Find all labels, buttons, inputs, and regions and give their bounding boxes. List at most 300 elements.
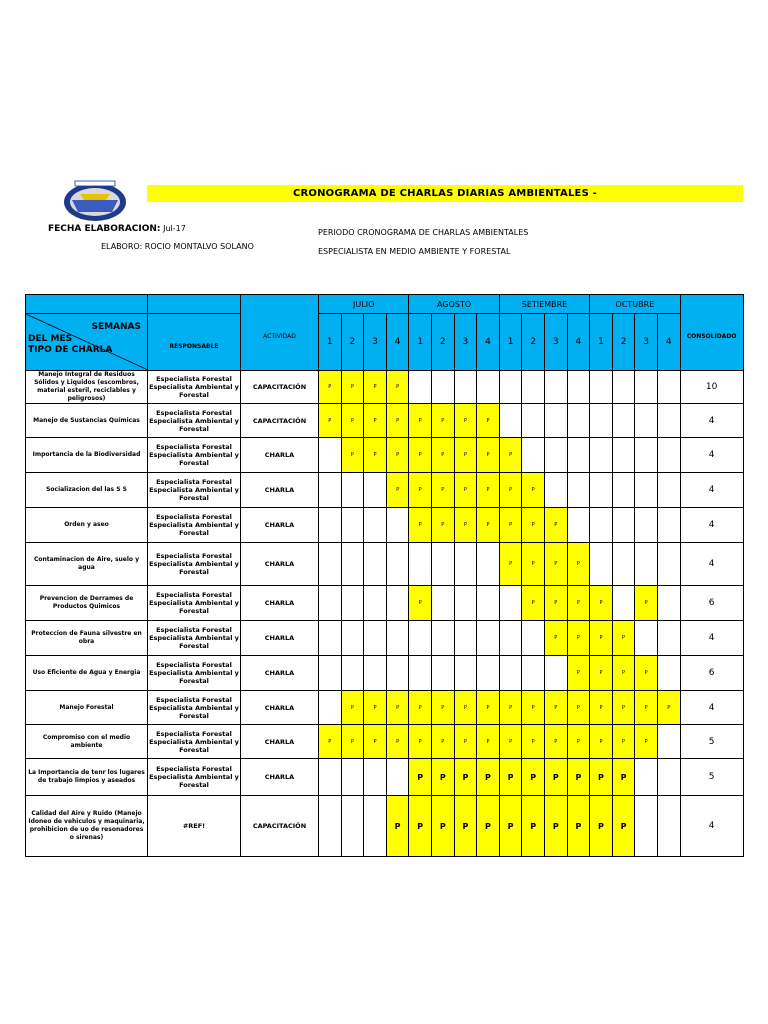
week-cell <box>635 438 658 473</box>
week-cell <box>454 656 477 691</box>
table-row <box>26 621 744 656</box>
week-cell <box>364 621 387 656</box>
consolidado-cell: 4 <box>680 691 743 725</box>
week-header: 4 <box>657 314 680 371</box>
actividad-cell: CHARLA <box>241 508 319 543</box>
scheduled-week-cell: P <box>522 691 545 725</box>
topic-cell: Socializacion del las S S <box>26 473 148 508</box>
week-cell <box>454 371 477 404</box>
scheduled-week-cell: P <box>544 586 567 621</box>
week-cell <box>341 656 364 691</box>
scheduled-week-cell: P <box>386 438 409 473</box>
week-header: 3 <box>635 314 658 371</box>
week-cell <box>477 586 500 621</box>
week-cell <box>612 371 635 404</box>
table-row <box>26 656 744 691</box>
scheduled-week-cell: P <box>657 691 680 725</box>
week-cell <box>657 656 680 691</box>
tipo-charla-label: TIPO DE CHARLA <box>28 345 113 355</box>
month-setiembre: SETIEMBRE <box>499 295 589 314</box>
week-cell <box>657 543 680 586</box>
week-cell <box>499 371 522 404</box>
table-row <box>26 508 744 543</box>
semanas-label: SEMANAS <box>91 322 141 332</box>
consolidado-cell: 4 <box>680 508 743 543</box>
actividad-cell: CHARLA <box>241 656 319 691</box>
week-cell <box>635 371 658 404</box>
scheduled-week-cell: P <box>499 543 522 586</box>
actividad-cell: CHARLA <box>241 473 319 508</box>
week-cell <box>567 371 590 404</box>
scheduled-week-cell: P <box>544 508 567 543</box>
week-cell <box>567 508 590 543</box>
week-cell <box>544 404 567 438</box>
responsable-cell: Especialista Forestal Especialista Ambiental y Forestal <box>148 586 241 621</box>
scheduled-week-cell: P <box>386 473 409 508</box>
week-cell <box>386 759 409 796</box>
scheduled-week-cell: P <box>341 404 364 438</box>
week-cell <box>431 656 454 691</box>
week-cell <box>341 759 364 796</box>
topic-cell: Contaminacion de Aire, suelo y agua <box>26 543 148 586</box>
week-cell <box>341 543 364 586</box>
week-cell <box>319 656 342 691</box>
scheduled-week-cell: P <box>544 691 567 725</box>
fecha-value: Jul-17 <box>163 224 186 233</box>
scheduled-week-cell: P <box>477 508 500 543</box>
week-cell <box>544 438 567 473</box>
week-header: 1 <box>590 314 613 371</box>
scheduled-week-cell: P <box>431 404 454 438</box>
actividad-cell: CHARLA <box>241 759 319 796</box>
week-cell <box>522 438 545 473</box>
week-cell <box>431 371 454 404</box>
scheduled-week-cell: P <box>431 725 454 759</box>
week-cell <box>386 508 409 543</box>
topic-cell: Uso Eficiente de Agua y Energia <box>26 656 148 691</box>
scheduled-week-cell: P <box>612 691 635 725</box>
week-cell <box>590 473 613 508</box>
week-cell <box>544 473 567 508</box>
scheduled-week-cell: P <box>454 725 477 759</box>
week-cell <box>657 438 680 473</box>
week-cell <box>454 586 477 621</box>
responsable-cell: Especialista Forestal Especialista Ambiental y Forestal <box>148 621 241 656</box>
scheduled-week-cell: P <box>431 508 454 543</box>
week-cell <box>657 759 680 796</box>
scheduled-week-cell: P <box>454 759 477 796</box>
topic-cell: Calidad del Aire y Ruido (Manejo Idoneo de vehiculos y maquinaria, prohibicion de uo de resonadores o sirenas) <box>26 796 148 857</box>
consolidado-cell: 4 <box>680 438 743 473</box>
week-cell <box>409 656 432 691</box>
scheduled-week-cell: P <box>477 796 500 857</box>
week-cell <box>635 404 658 438</box>
page-title: CRONOGRAMA DE CHARLAS DIARIAS AMBIENTALES - <box>147 185 743 202</box>
table-row <box>26 796 744 857</box>
scheduled-week-cell: P <box>590 656 613 691</box>
actividad-cell: CAPACITACIÓN <box>241 404 319 438</box>
elaboro-value: ROCIO MONTALVO SOLANO <box>144 242 254 251</box>
scheduled-week-cell: P <box>454 404 477 438</box>
week-cell <box>341 508 364 543</box>
week-cell <box>635 543 658 586</box>
scheduled-week-cell: P <box>341 438 364 473</box>
responsable-cell: Especialista Forestal Especialista Ambiental y Forestal <box>148 725 241 759</box>
week-cell <box>319 473 342 508</box>
responsable-cell: Especialista Forestal Especialista Ambiental y Forestal <box>148 691 241 725</box>
elaboro <box>101 242 254 251</box>
scheduled-week-cell: P <box>409 796 432 857</box>
scheduled-week-cell: P <box>477 473 500 508</box>
week-cell <box>341 796 364 857</box>
scheduled-week-cell: P <box>590 586 613 621</box>
week-cell <box>431 586 454 621</box>
topic-cell: Orden y aseo <box>26 508 148 543</box>
week-cell <box>657 586 680 621</box>
scheduled-week-cell: P <box>409 725 432 759</box>
week-cell <box>364 508 387 543</box>
week-cell <box>499 404 522 438</box>
header-resp-top <box>148 295 241 314</box>
week-cell <box>499 586 522 621</box>
week-cell <box>612 543 635 586</box>
scheduled-week-cell: P <box>477 725 500 759</box>
consolidado-cell: 4 <box>680 543 743 586</box>
scheduled-week-cell: P <box>567 759 590 796</box>
consolidado-cell: 5 <box>680 759 743 796</box>
consolidado-cell: 4 <box>680 621 743 656</box>
week-cell <box>431 543 454 586</box>
week-cell <box>657 725 680 759</box>
responsable-cell: Especialista Forestal Especialista Ambiental y Forestal <box>148 656 241 691</box>
scheduled-week-cell: P <box>319 404 342 438</box>
scheduled-week-cell: P <box>612 621 635 656</box>
scheduled-week-cell: P <box>522 508 545 543</box>
scheduled-week-cell: P <box>341 691 364 725</box>
week-cell <box>409 371 432 404</box>
header-actividad <box>241 295 319 371</box>
week-cell <box>567 404 590 438</box>
responsable-cell: Especialista Forestal Especialista Ambiental y Forestal <box>148 371 241 404</box>
scheduled-week-cell: P <box>590 759 613 796</box>
scheduled-week-cell: P <box>522 725 545 759</box>
scheduled-week-cell: P <box>364 438 387 473</box>
scheduled-week-cell: P <box>567 543 590 586</box>
actividad-cell: CHARLA <box>241 438 319 473</box>
scheduled-week-cell: P <box>454 691 477 725</box>
month-octubre: OCTUBRE <box>590 295 680 314</box>
fecha-elaboracion <box>48 224 186 234</box>
scheduled-week-cell: P <box>454 796 477 857</box>
week-header: 3 <box>364 314 387 371</box>
week-cell <box>499 621 522 656</box>
scheduled-week-cell: P <box>544 543 567 586</box>
consolidado-cell: 4 <box>680 404 743 438</box>
week-cell <box>590 371 613 404</box>
week-cell <box>657 371 680 404</box>
scheduled-week-cell: P <box>612 725 635 759</box>
scheduled-week-cell: P <box>364 404 387 438</box>
responsable-cell: Especialista Forestal Especialista Ambiental y Forestal <box>148 759 241 796</box>
week-cell <box>635 759 658 796</box>
scheduled-week-cell: P <box>544 725 567 759</box>
table-row <box>26 438 744 473</box>
week-cell <box>364 796 387 857</box>
week-header: 1 <box>499 314 522 371</box>
scheduled-week-cell: P <box>454 438 477 473</box>
week-cell <box>319 438 342 473</box>
scheduled-week-cell: P <box>386 404 409 438</box>
week-cell <box>522 621 545 656</box>
week-cell <box>522 404 545 438</box>
week-cell <box>319 508 342 543</box>
del-mes-label: DEL MES <box>28 334 73 344</box>
week-header: 1 <box>409 314 432 371</box>
week-cell <box>364 473 387 508</box>
scheduled-week-cell: P <box>409 473 432 508</box>
scheduled-week-cell: P <box>431 796 454 857</box>
table-row <box>26 691 744 725</box>
consolidado-cell: 5 <box>680 725 743 759</box>
elaboro-label: ELABORO: <box>101 242 143 251</box>
scheduled-week-cell: P <box>590 621 613 656</box>
scheduled-week-cell: P <box>409 438 432 473</box>
scheduled-week-cell: P <box>409 404 432 438</box>
week-cell <box>635 621 658 656</box>
week-cell <box>319 691 342 725</box>
scheduled-week-cell: P <box>522 473 545 508</box>
week-header: 3 <box>454 314 477 371</box>
scheduled-week-cell: P <box>431 759 454 796</box>
fecha-label: FECHA ELABORACION: <box>48 224 161 234</box>
week-cell <box>477 656 500 691</box>
scheduled-week-cell: P <box>386 725 409 759</box>
scheduled-week-cell: P <box>431 691 454 725</box>
week-header: 1 <box>319 314 342 371</box>
table-row <box>26 759 744 796</box>
week-cell <box>657 621 680 656</box>
week-cell <box>319 543 342 586</box>
scheduled-week-cell: P <box>341 725 364 759</box>
week-cell <box>454 543 477 586</box>
week-cell <box>590 508 613 543</box>
topic-cell: La Importancia de tenr los lugares de trabajo limpios y aseados <box>26 759 148 796</box>
scheduled-week-cell: P <box>522 586 545 621</box>
scheduled-week-cell: P <box>567 586 590 621</box>
week-header: 3 <box>544 314 567 371</box>
week-cell <box>635 796 658 857</box>
scheduled-week-cell: P <box>454 473 477 508</box>
scheduled-week-cell: P <box>567 725 590 759</box>
week-cell <box>409 621 432 656</box>
week-cell <box>364 586 387 621</box>
week-header: 4 <box>567 314 590 371</box>
week-cell <box>657 508 680 543</box>
responsable-cell: Especialista Forestal Especialista Ambiental y Forestal <box>148 404 241 438</box>
consolidado-label: CONSOLIDADO <box>686 333 737 340</box>
scheduled-week-cell: P <box>567 796 590 857</box>
scheduled-week-cell: P <box>590 691 613 725</box>
week-cell <box>341 473 364 508</box>
scheduled-week-cell: P <box>612 656 635 691</box>
header-topic-top <box>26 295 148 314</box>
week-cell <box>657 404 680 438</box>
consolidado-cell: 10 <box>680 371 743 404</box>
actividad-cell: CAPACITACIÓN <box>241 796 319 857</box>
topic-cell: Manejo de Sustancias Químicas <box>26 404 148 438</box>
topic-cell: Prevencion de Derrames de Productos Quimicos <box>26 586 148 621</box>
header-consolidado <box>680 295 743 371</box>
scheduled-week-cell: P <box>544 621 567 656</box>
actividad-cell: CHARLA <box>241 586 319 621</box>
consolidado-cell: 6 <box>680 586 743 621</box>
scheduled-week-cell: P <box>364 371 387 404</box>
week-cell <box>499 656 522 691</box>
scheduled-week-cell: P <box>635 725 658 759</box>
topic-cell: Manejo Integral de Residuos Sólidos y Liquidos (escombros, material esteril, reciclables y peligrosos) <box>26 371 148 404</box>
table-row <box>26 473 744 508</box>
table-row <box>26 404 744 438</box>
week-header: 2 <box>431 314 454 371</box>
scheduled-week-cell: P <box>567 691 590 725</box>
actividad-cell: CHARLA <box>241 691 319 725</box>
responsable-label: RESPONSABLE <box>169 342 219 350</box>
scheduled-week-cell: P <box>454 508 477 543</box>
scheduled-week-cell: P <box>477 404 500 438</box>
consolidado-cell: 6 <box>680 656 743 691</box>
week-cell <box>544 656 567 691</box>
scheduled-week-cell: P <box>590 725 613 759</box>
week-cell <box>386 656 409 691</box>
scheduled-week-cell: P <box>364 725 387 759</box>
week-cell <box>657 473 680 508</box>
scheduled-week-cell: P <box>499 508 522 543</box>
month-julio: JULIO <box>319 295 409 314</box>
scheduled-week-cell: P <box>409 586 432 621</box>
week-cell <box>319 796 342 857</box>
week-cell <box>635 473 658 508</box>
scheduled-week-cell: P <box>590 796 613 857</box>
week-cell <box>319 586 342 621</box>
scheduled-week-cell: P <box>499 473 522 508</box>
week-header: 2 <box>341 314 364 371</box>
responsable-cell: Especialista Forestal Especialista Ambiental y Forestal <box>148 438 241 473</box>
actividad-label: ACTIVIDAD <box>263 333 296 340</box>
especialista-text: ESPECIALISTA EN MEDIO AMBIENTE Y FORESTAL <box>318 247 511 256</box>
week-cell <box>409 543 432 586</box>
week-cell <box>386 586 409 621</box>
scheduled-week-cell: P <box>364 691 387 725</box>
header-semanas <box>26 314 148 371</box>
week-cell <box>386 543 409 586</box>
month-agosto: AGOSTO <box>409 295 499 314</box>
week-cell <box>590 438 613 473</box>
scheduled-week-cell: P <box>499 438 522 473</box>
scheduled-week-cell: P <box>612 796 635 857</box>
week-cell <box>477 371 500 404</box>
scheduled-week-cell: P <box>499 796 522 857</box>
week-cell <box>341 621 364 656</box>
week-cell <box>364 656 387 691</box>
scheduled-week-cell: P <box>477 759 500 796</box>
scheduled-week-cell: P <box>341 371 364 404</box>
week-cell <box>612 404 635 438</box>
topic-cell: Compromiso con el medio ambiente <box>26 725 148 759</box>
scheduled-week-cell: P <box>319 371 342 404</box>
scheduled-week-cell: P <box>386 796 409 857</box>
scheduled-week-cell: P <box>567 656 590 691</box>
scheduled-week-cell: P <box>499 759 522 796</box>
week-cell <box>567 438 590 473</box>
scheduled-week-cell: P <box>477 691 500 725</box>
scheduled-week-cell: P <box>409 508 432 543</box>
scheduled-week-cell: P <box>635 656 658 691</box>
week-cell <box>319 621 342 656</box>
scheduled-week-cell: P <box>319 725 342 759</box>
week-cell <box>341 586 364 621</box>
week-cell <box>522 656 545 691</box>
scheduled-week-cell: P <box>499 725 522 759</box>
scheduled-week-cell: P <box>522 759 545 796</box>
week-header: 4 <box>477 314 500 371</box>
week-header: 2 <box>612 314 635 371</box>
week-cell <box>319 759 342 796</box>
table-row <box>26 543 744 586</box>
scheduled-week-cell: P <box>409 759 432 796</box>
consolidado-cell: 4 <box>680 796 743 857</box>
scheduled-week-cell: P <box>612 759 635 796</box>
actividad-cell: CHARLA <box>241 543 319 586</box>
scheduled-week-cell: P <box>386 371 409 404</box>
header-responsable <box>148 314 241 371</box>
topic-cell: Proteccion de Fauna silvestre en obra <box>26 621 148 656</box>
scheduled-week-cell: P <box>544 759 567 796</box>
responsable-cell: Especialista Forestal Especialista Ambiental y Forestal <box>148 508 241 543</box>
week-cell <box>477 543 500 586</box>
company-logo <box>60 178 130 223</box>
week-cell <box>590 543 613 586</box>
responsable-cell: Especialista Forestal Especialista Ambiental y Forestal <box>148 473 241 508</box>
week-cell <box>612 508 635 543</box>
week-cell <box>612 438 635 473</box>
week-cell <box>522 371 545 404</box>
scheduled-week-cell: P <box>431 438 454 473</box>
scheduled-week-cell: P <box>522 543 545 586</box>
week-header: 2 <box>522 314 545 371</box>
week-cell <box>364 759 387 796</box>
scheduled-week-cell: P <box>544 796 567 857</box>
week-header: 4 <box>386 314 409 371</box>
responsable-cell: Especialista Forestal Especialista Ambiental y Forestal <box>148 543 241 586</box>
actividad-cell: CHARLA <box>241 621 319 656</box>
week-cell <box>544 371 567 404</box>
scheduled-week-cell: P <box>409 691 432 725</box>
responsable-cell: #REF! <box>148 796 241 857</box>
scheduled-week-cell: P <box>499 691 522 725</box>
topic-cell: Manejo Forestal <box>26 691 148 725</box>
week-cell <box>364 543 387 586</box>
week-cell <box>567 473 590 508</box>
scheduled-week-cell: P <box>635 586 658 621</box>
scheduled-week-cell: P <box>477 438 500 473</box>
week-cell <box>612 473 635 508</box>
periodo-text: PERIODO CRONOGRAMA DE CHARLAS AMBIENTALES <box>318 228 529 237</box>
scheduled-week-cell: P <box>386 691 409 725</box>
topic-cell: Importancia de la Biodiversidad <box>26 438 148 473</box>
scheduled-week-cell: P <box>522 796 545 857</box>
actividad-cell: CAPACITACIÓN <box>241 371 319 404</box>
table-row <box>26 586 744 621</box>
